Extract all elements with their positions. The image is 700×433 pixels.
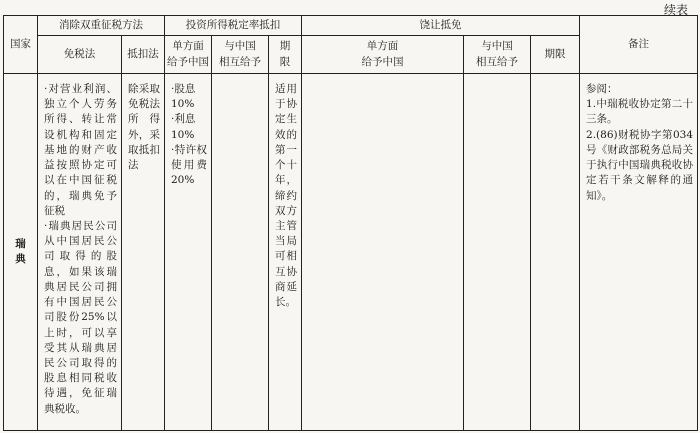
header-country: 国家 (4, 16, 38, 74)
unilateral-rates-cell: ·股息 10% ·利息 10% ·特许权使用费20% (165, 74, 212, 431)
header-credit: 抵扣法 (122, 36, 165, 74)
exemption-cell: ·对营业利润、独立个人劳务所得、转让常设机构和固定基地的财产收益按照协定可以在中国征税的，瑞典免予征税 ·瑞典居民公司从中国居民公司取得的股息，如果该瑞典居民公司拥有中国居民公司股份25%以上时，可以享受其从瑞典居民公司取得的股息相同税收待遇，免征瑞典税收。 (38, 74, 122, 431)
header-unilateral-2: 单方面 给予中国 (302, 36, 464, 74)
continued-label: 续表 (663, 3, 688, 17)
header-exemption: 免税法 (38, 36, 122, 74)
header-unilateral-1: 单方面 给予中国 (165, 36, 212, 74)
header-term-2: 期限 (531, 36, 580, 74)
mutual-rates-cell (212, 74, 269, 431)
credit-cell: 除采取免税法所得外，采取抵扣法 (122, 74, 165, 431)
tax-treaty-table (3, 15, 698, 431)
sparing-unilateral-cell (302, 74, 464, 431)
term-cell: 适用于协定生效的第一个十年，缔约双方主管当局可相互协商延长。 (269, 74, 302, 431)
sparing-term-cell (531, 74, 580, 431)
header-tax-sparing: 饶让抵免 (302, 16, 580, 36)
country-cell: 瑞 典 (4, 74, 38, 431)
sparing-mutual-cell (464, 74, 531, 431)
header-mutual-1: 与中国 相互给予 (212, 36, 269, 74)
header-remarks: 备注 (580, 16, 698, 74)
header-fixed-rate-credit: 投资所得税定率抵扣 (165, 16, 302, 36)
remarks-cell: 参阅： 1.中瑞税收协定第二十三条。 2.(86)财税协字第034号《财政部税务总局关于执行中国瑞典税收协定若干条文解释的通知》。 (580, 74, 698, 431)
header-double-tax-relief: 消除双重征税方法 (38, 16, 165, 36)
header-mutual-2: 与中国 相互给予 (464, 36, 531, 74)
header-term-1: 期 限 (269, 36, 302, 74)
